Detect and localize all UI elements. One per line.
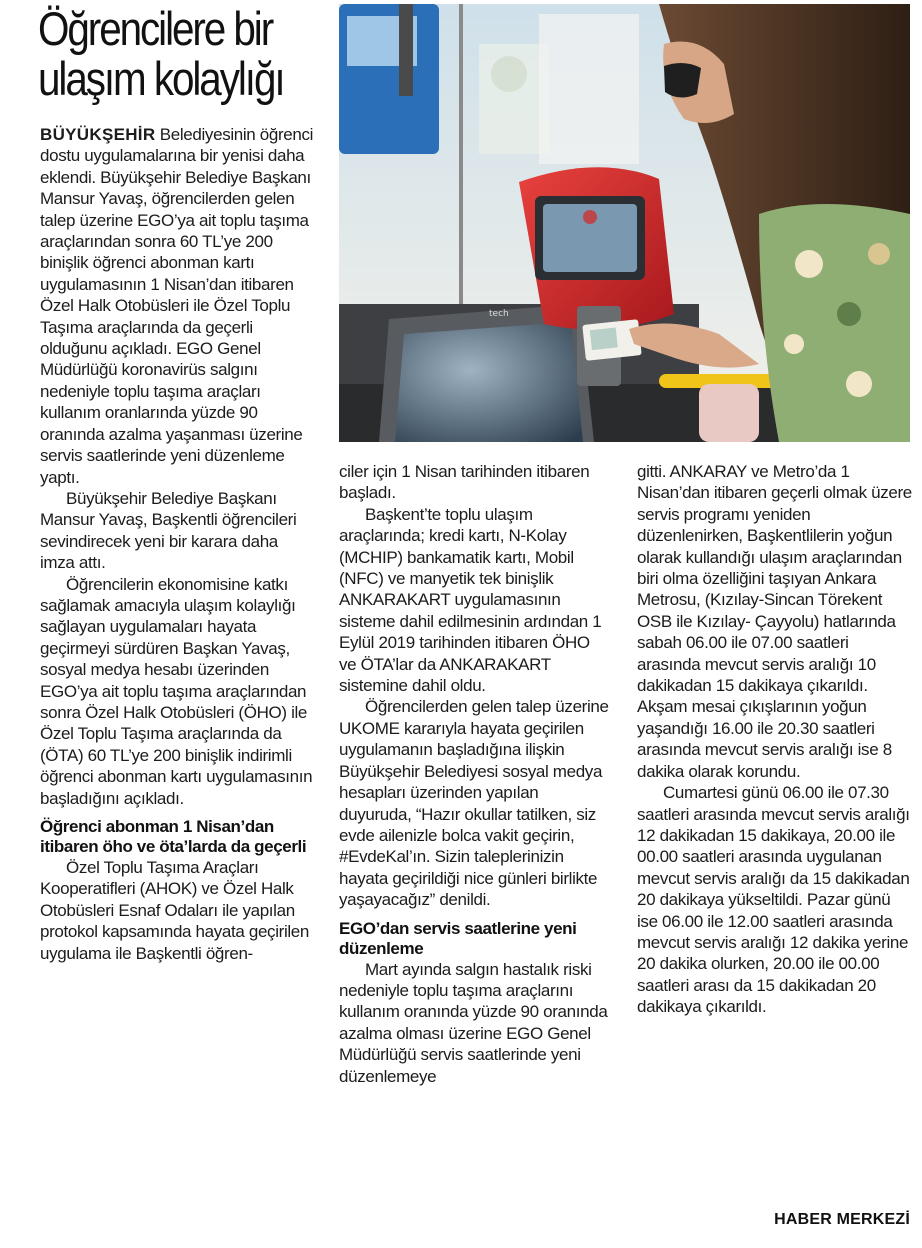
article-paragraph: Öğrencilerin ekonomisine katkı sağlamak amacıyla ulaşım kolaylığı sağlayan uygulamaları hayata geçirmeyi sürdüren Başkan Yavaş, sosyal medya hesabı üzerinden EGO’ya ait toplu taşıma araçlarından sonra Özel Halk Otobüsleri (ÖHO) ile Özel Toplu Taşıma araçlarında da (ÖTA) 60 TL’ye 200 binişlik indirimli öğrenci abonman kartı uygulamasının başladığını açıkladı. — [40, 574, 313, 808]
article-paragraph: Mart ayında salgın hastalık riski nedeniyle toplu taşıma araçlarını kullanım oranında yüzde 90 oranında azalma olması üzerine EGO Genel Müdürlüğü servis saatlerinde yeni düzenlemeye — [339, 959, 608, 1086]
article-paragraph: Cumartesi günü 06.00 ile 07.30 saatleri arasında mevcut servis aralığı 12 dakikadan 15 dakikaya, 20.00 ile 00.00 saatleri arasında uygulanan mevcut servis aralığı da 15 dakikadan 20 dakikaya yükseltildi. Pazar günü ise 06.00 ile 12.00 saatleri arasında mevcut servis aralığı 12 dakika yerine 20 dakika olurken, 20.00 ile 00.00 saatleri arası da 15 dakikadan 20 dakikaya çıkarıldı. — [637, 783, 910, 1017]
subheading: Öğrenci abonman 1 Nisan’dan itibaren öho ve öta’larda da geçerli — [40, 817, 307, 856]
article-paragraph: ciler için 1 Nisan tarihinden itibaren başladı. — [339, 462, 590, 503]
article-paragraph: Öğrencilerden gelen talep üzerine UKOME kararıyla hayata geçirilen uygulamanın başladığına ilişkin Büyükşehir Belediyesi sosyal medya hesapları üzerinden yapılan duyuruda, “Hazır okullar tatilken, siz evde ailenizle bolca vakit geçirin, #EvdeKal’ın. Sizin taleplerinizin hayata geçirildiği nice günleri birlikte yaşayacağız” denildi. — [339, 697, 609, 910]
article-paragraph: Büyükşehir Belediye Başkanı Mansur Yavaş, Başkentli öğrencileri sevindirecek yeni bir karara daha imza attı. — [40, 488, 297, 573]
article-paragraph: Özel Toplu Taşıma Araçları Kooperatifleri (AHOK) ve Özel Halk Otobüsleri Esnaf Odaları ile yapılan protokol kapsamında hayata geçirilen uygulama ile Başkentli öğren- — [40, 858, 310, 963]
lead-paragraph — [40, 124, 316, 488]
article-column-1 — [40, 124, 316, 964]
article-column-3 — [637, 461, 915, 1018]
svg-text:tech: tech — [489, 309, 509, 319]
article-paragraph: gitti. ANKARAY ve Metro’da 1 Nisan’dan itibaren geçerli olmak üzere servis programı yeniden düzenlenirken, Başkentlilerin yoğun olarak kullandığı ulaşım araçlarından biri olma özelliğini taşıyan Ankara Metrosu, (Kızılay-Sincan Törekent OSB ile Kızılay- Çayyolu) hatlarında sabah 06.00 ile 07.00 saatleri arasında mevcut servis aralığı 10 dakikadan 15 dakikaya çıkarıldı. Akşam mesai çıkışlarının yoğun yaşandığı 16.00 ile 20.30 saatleri arasında mevcut servis aralığı ise 8 dakika olarak korundu. — [637, 462, 912, 781]
card-reader-photo — [339, 4, 910, 442]
article-column-2 — [339, 461, 611, 1087]
lead-text: Belediyesinin öğrenci dostu uygulamalarına bir yenisi daha eklendi. Büyükşehir Belediye Başkanı Mansur Yavaş, öğrencilerden gelen talep üzerine EGO’ya ait toplu taşıma araçlarından sonra 60 TL’ye 200 binişlik öğrenci abonman kartı uygulamasının 1 Nisan’dan itibaren Özel Halk Otobüsleri ile Özel Toplu Taşıma araçlarında da geçerli olduğunu açıkladı. EGO Genel Müdürlüğü koronavirüs salgını nedeniyle toplu taşıma araçları kullanım oranlarında yüzde 90 oranında azalma yaşanması üzerine servis saatlerinde yeni düzenleme yaptı. — [40, 125, 314, 487]
lead-word: BÜYÜKŞEHİR — [40, 125, 156, 144]
byline: HABER MERKEZİ — [774, 1211, 910, 1228]
subheading: EGO’dan servis saatlerine yeni düzenleme — [339, 918, 577, 958]
article-paragraph: Başkent’te toplu ulaşım araçlarında; kredi kartı, N-Kolay (MCHIP) bankamatik kartı, Mobil (NFC) ve manyetik tek binişlik ANKARAKART uygulamasının sisteme dahil edilmesinin ardından 1 Eylül 2019 tarihinden itibaren ÖHO ve ÖTA’lar da ANKARAKART sistemine dahil oldu. — [339, 504, 602, 696]
news-photo — [339, 4, 910, 442]
headline: Öğrencilere bir ulaşım kolaylığı — [38, 2, 284, 105]
